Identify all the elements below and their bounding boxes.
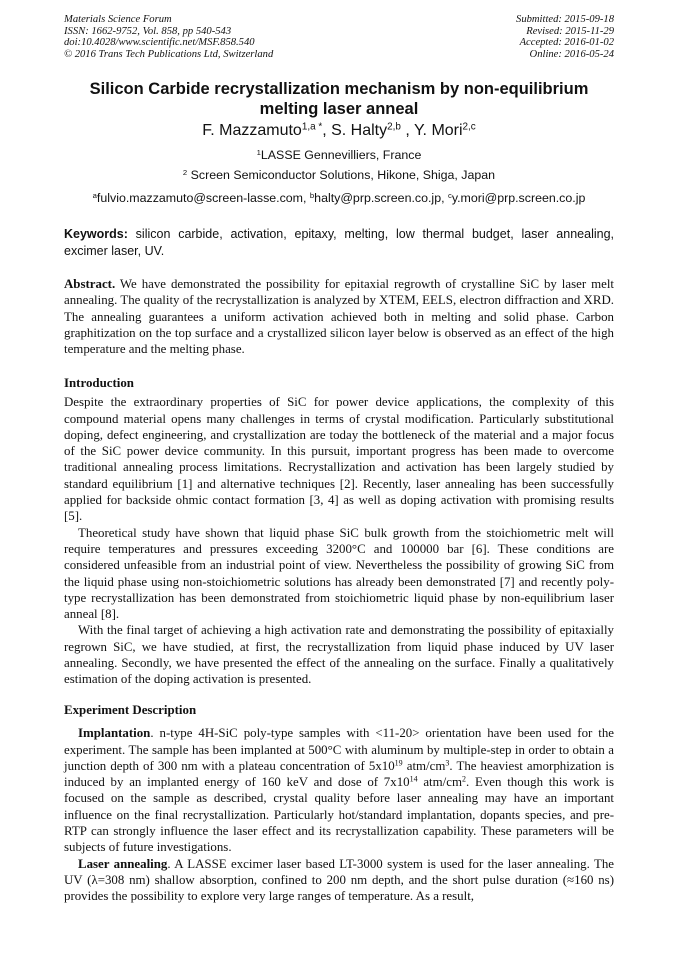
superscript: 2 xyxy=(462,774,466,784)
author-name: , Y. Mori xyxy=(400,122,463,139)
email-link[interactable]: halty@prp.screen.co.jp, xyxy=(314,191,448,205)
text-run: . n-type 4H-SiC poly-type samples with <11-20> orientation have been used for the experiment. The sample has been implanted at 500°C with aluminum by multiple-step in order to obtain a junction depth of 300 nm with a plateau concentration of 5x10 xyxy=(64,726,614,773)
paragraph xyxy=(64,725,614,855)
dates-info xyxy=(516,14,614,60)
text-run: With the final target of achieving a high activation rate and demonstrating the possibility of epitaxially regrown SiC, we have studied, at first, the recrystallization from liquid phase induced by UV laser annealing. Secondly, we have presented the effect of the annealing on the surface. Finally a qualitatively estimation of the doping activation is presented. xyxy=(64,623,614,687)
text-run: Despite the extraordinary properties of SiC for power device applications, the complexity of this compound material opens many challenges in terms of crystal modification. Particularly substitutional doping, defect engineering, and crystallization are today the bottleneck of the material and a major focus of the SiC power device community. In this pursuit, important progress has been made to overcome traditional annealing process limitations. Recrystallization and activation has been largely studied by standard equilibrium [1] and alternative techniques [2]. Recently, laser annealing has been successfully applied for backside ohmic contact formation [3, 4] as well as doping activation with promising results [5]. xyxy=(64,395,614,524)
keywords-label: Keywords: xyxy=(64,227,128,241)
affil-mark: 2 xyxy=(182,167,188,177)
abstract-text: We have demonstrated the possibility for epitaxial regrowth of crystalline SiC by laser melt annealing. The quality of the recrystallization is analyzed by XTEM, EELS, electron diffraction and XRD. The annealing guarantees a uniform activation achieved both in melting and solid phase. Carbon graphitization on the top surface and a crystallized silicon layer below is observed as an effect of the high temperature and the melting phase. xyxy=(64,277,614,357)
email-mark: b xyxy=(309,190,315,200)
author-name: , S. Halty xyxy=(322,122,388,139)
journal-info xyxy=(64,14,273,60)
journal-name: Materials Science Forum xyxy=(64,14,172,25)
submitted-date: Submitted: 2015-09-18 xyxy=(516,14,614,25)
text-run: Theoretical study have shown that liquid phase SiC bulk growth from the stoichiometric melt will require temperatures and pressures exceeding 3200°C and 100000 bar [6]. These conditions are considered unfeasible from an industrial point of view. Nevertheless the possibility of growing SiC from the liquid phase using non-stoichiometric solutions has already been demonstrated [7] and recently poly-type recrystallization has been demonstrated from stoichiometric liquid phase by non-equilibrium laser anneal [8]. xyxy=(64,525,614,622)
run-in-heading: Implantation xyxy=(78,726,151,741)
run-in-heading: Laser annealing xyxy=(78,856,168,871)
abstract xyxy=(64,276,614,357)
paper-title: Silicon Carbide recrystallization mechanism by non-equilibrium melting laser anneal xyxy=(89,80,589,118)
section-heading: Experiment Description xyxy=(64,703,197,717)
paragraph xyxy=(64,856,614,905)
issn-line: ISSN: 1662-9752, Vol. 858, pp 540-543 xyxy=(64,25,232,37)
email-mark: a xyxy=(92,190,97,200)
author-affil: 2,b xyxy=(387,121,401,133)
keywords-text: silicon carbide, activation, epitaxy, melting, low thermal budget, laser annealing, excimer laser, UV. xyxy=(64,227,614,258)
paragraph xyxy=(64,525,614,623)
section-heading: Introduction xyxy=(64,376,134,390)
doi-line: doi:10.4028/www.scientific.net/MSF.858.540 xyxy=(64,37,255,49)
superscript: 14 xyxy=(409,774,418,784)
author-emails xyxy=(60,191,618,205)
author-affil: 1,a * xyxy=(301,121,323,133)
affil-mark: 1 xyxy=(256,147,261,157)
author-affil: 2,c xyxy=(462,121,476,133)
revised-date: Revised: 2015-11-29 xyxy=(526,25,614,37)
text-run: . A LASSE excimer laser based LT-3000 system is used for the laser annealing. The UV (λ=308 nm) shallow absorption, confined to 200 nm depth, and the short pulse duration (≈160 ns) provides the possibility to explore very large ranges of temperature. As a result, xyxy=(64,856,614,904)
text-run: . Even though this work is focused on the sample as described, crystal quality before laser annealing may have an important influence on the final recrystallization. Particularly hot/standard implantation, dopants species, and pre-RTP can strongly influence the laser effect and its recrystallization capability. These parameters will be subjects of future investigations. xyxy=(64,775,614,855)
email-link[interactable]: y.mori@prp.screen.co.jp xyxy=(451,191,586,205)
affil-text: Screen Semiconductor Solutions, Hikone, Shiga, Japan xyxy=(187,168,496,182)
text-run: atm/cm xyxy=(402,758,446,773)
affil-text: LASSE Gennevilliers, France xyxy=(260,148,422,162)
copyright-line: © 2016 Trans Tech Publications Ltd, Switzerland xyxy=(64,48,274,60)
text-run: atm/cm xyxy=(417,775,462,790)
superscript: 19 xyxy=(394,758,403,768)
author-name: F. Mazzamuto xyxy=(202,122,302,139)
text-run: . The heaviest amorphization is induced by an implanted energy of 160 keV and dose of 7x10 xyxy=(64,758,614,790)
affiliation-1 xyxy=(60,148,618,162)
paragraph xyxy=(64,622,614,687)
abstract-label: Abstract. xyxy=(64,277,116,291)
email-link[interactable]: fulvio.mazzamuto@screen-lasse.com, xyxy=(96,191,310,205)
section-introduction xyxy=(64,375,614,688)
paragraph xyxy=(64,394,614,524)
superscript: 3 xyxy=(445,758,450,768)
author-list xyxy=(60,122,618,140)
section-experiment xyxy=(64,702,614,905)
online-date: Online: 2016-05-24 xyxy=(529,48,614,60)
email-mark: c xyxy=(447,190,452,200)
accepted-date: Accepted: 2016-01-02 xyxy=(519,37,614,49)
keywords xyxy=(64,226,614,259)
affiliation-2 xyxy=(60,168,618,182)
